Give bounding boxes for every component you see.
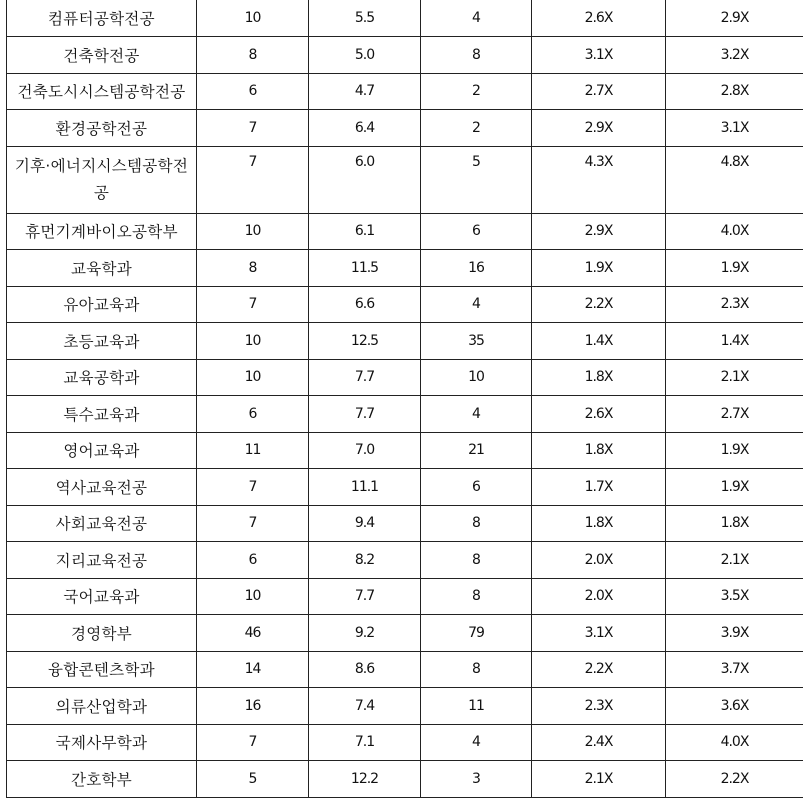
rate-a-cell: 2.1X [532, 761, 666, 798]
rate-b-cell: 3.7X [666, 651, 803, 688]
additional-count-cell: 8 [421, 505, 532, 542]
department-cell: 건축도시시스템공학전공 [7, 73, 197, 110]
ratio-cell: 12.5 [309, 323, 421, 360]
additional-count-cell: 3 [421, 761, 532, 798]
rate-b-cell: 1.4X [666, 323, 803, 360]
recruit-count-cell: 14 [197, 651, 309, 688]
table-row [7, 761, 803, 798]
rate-b-cell: 1.8X [666, 505, 803, 542]
additional-count-cell: 10 [421, 359, 532, 396]
ratio-cell: 7.7 [309, 359, 421, 396]
additional-count-cell: 8 [421, 37, 532, 74]
rate-a-cell: 2.9X [532, 213, 666, 250]
recruit-count-cell: 10 [197, 213, 309, 250]
additional-count-cell: 4 [421, 286, 532, 323]
rate-a-cell: 2.7X [532, 73, 666, 110]
ratio-cell: 11.1 [309, 469, 421, 506]
additional-count-cell: 6 [421, 213, 532, 250]
additional-count-cell: 35 [421, 323, 532, 360]
table-row [7, 505, 803, 542]
department-cell: 역사교육전공 [7, 469, 197, 506]
table-row [7, 146, 803, 213]
department-cell: 기후·에너지시스템공학전공 [7, 146, 197, 213]
additional-count-cell: 16 [421, 250, 532, 287]
recruit-count-cell: 10 [197, 0, 309, 37]
table-row [7, 651, 803, 688]
table-body [7, 0, 803, 797]
ratio-cell: 4.7 [309, 73, 421, 110]
table-row [7, 688, 803, 725]
ratio-cell: 7.7 [309, 578, 421, 615]
rate-a-cell: 3.1X [532, 615, 666, 652]
rate-b-cell: 1.9X [666, 469, 803, 506]
ratio-cell: 5.5 [309, 0, 421, 37]
rate-a-cell: 1.7X [532, 469, 666, 506]
recruit-count-cell: 10 [197, 323, 309, 360]
table-row [7, 396, 803, 433]
rate-b-cell: 2.3X [666, 286, 803, 323]
recruit-count-cell: 7 [197, 724, 309, 761]
department-cell: 초등교육과 [7, 323, 197, 360]
recruit-count-cell: 11 [197, 432, 309, 469]
department-cell: 국제사무학과 [7, 724, 197, 761]
additional-count-cell: 11 [421, 688, 532, 725]
department-cell: 의류산업학과 [7, 688, 197, 725]
department-cell: 유아교육과 [7, 286, 197, 323]
additional-count-cell: 5 [421, 146, 532, 213]
department-cell: 경영학부 [7, 615, 197, 652]
department-cell: 간호학부 [7, 761, 197, 798]
additional-count-cell: 4 [421, 0, 532, 37]
rate-a-cell: 2.0X [532, 578, 666, 615]
table-row [7, 213, 803, 250]
recruit-count-cell: 6 [197, 73, 309, 110]
table-row [7, 469, 803, 506]
department-cell: 휴먼기계바이오공학부 [7, 213, 197, 250]
rate-b-cell: 2.2X [666, 761, 803, 798]
table-row [7, 0, 803, 37]
rate-a-cell: 2.9X [532, 110, 666, 147]
table-row [7, 578, 803, 615]
department-cell: 지리교육전공 [7, 542, 197, 579]
department-cell: 특수교육과 [7, 396, 197, 433]
ratio-cell: 12.2 [309, 761, 421, 798]
additional-count-cell: 8 [421, 651, 532, 688]
rate-b-cell: 4.0X [666, 724, 803, 761]
rate-a-cell: 2.3X [532, 688, 666, 725]
ratio-cell: 8.2 [309, 542, 421, 579]
ratio-cell: 6.4 [309, 110, 421, 147]
additional-count-cell: 4 [421, 396, 532, 433]
rate-a-cell: 2.2X [532, 286, 666, 323]
recruit-count-cell: 7 [197, 505, 309, 542]
ratio-cell: 6.6 [309, 286, 421, 323]
rate-a-cell: 2.0X [532, 542, 666, 579]
rate-a-cell: 2.4X [532, 724, 666, 761]
additional-count-cell: 8 [421, 578, 532, 615]
additional-count-cell: 21 [421, 432, 532, 469]
recruit-count-cell: 6 [197, 542, 309, 579]
recruit-count-cell: 7 [197, 286, 309, 323]
rate-a-cell: 2.6X [532, 396, 666, 433]
table-row [7, 73, 803, 110]
ratio-cell: 11.5 [309, 250, 421, 287]
table-row [7, 615, 803, 652]
recruit-count-cell: 46 [197, 615, 309, 652]
rate-b-cell: 2.7X [666, 396, 803, 433]
rate-b-cell: 2.1X [666, 359, 803, 396]
additional-count-cell: 79 [421, 615, 532, 652]
ratio-cell: 5.0 [309, 37, 421, 74]
department-cell: 교육공학과 [7, 359, 197, 396]
rate-a-cell: 1.8X [532, 359, 666, 396]
additional-count-cell: 6 [421, 469, 532, 506]
ratio-cell: 8.6 [309, 651, 421, 688]
ratio-cell: 6.0 [309, 146, 421, 213]
recruit-count-cell: 10 [197, 578, 309, 615]
ratio-cell: 7.0 [309, 432, 421, 469]
rate-b-cell: 4.8X [666, 146, 803, 213]
table-row [7, 724, 803, 761]
table-row [7, 110, 803, 147]
rate-b-cell: 1.9X [666, 432, 803, 469]
additional-count-cell: 8 [421, 542, 532, 579]
recruit-count-cell: 10 [197, 359, 309, 396]
table-row [7, 250, 803, 287]
department-cell: 교육학과 [7, 250, 197, 287]
recruit-count-cell: 6 [197, 396, 309, 433]
rate-b-cell: 3.9X [666, 615, 803, 652]
recruit-count-cell: 8 [197, 37, 309, 74]
rate-b-cell: 3.6X [666, 688, 803, 725]
rate-b-cell: 2.1X [666, 542, 803, 579]
additional-count-cell: 4 [421, 724, 532, 761]
rate-a-cell: 1.8X [532, 505, 666, 542]
rate-b-cell: 3.2X [666, 37, 803, 74]
table-row [7, 542, 803, 579]
table-row [7, 359, 803, 396]
rate-a-cell: 3.1X [532, 37, 666, 74]
department-cell: 컴퓨터공학전공 [7, 0, 197, 37]
admissions-table-container [6, 0, 803, 798]
rate-b-cell: 2.9X [666, 0, 803, 37]
ratio-cell: 7.7 [309, 396, 421, 433]
additional-count-cell: 2 [421, 73, 532, 110]
rate-a-cell: 4.3X [532, 146, 666, 213]
ratio-cell: 6.1 [309, 213, 421, 250]
department-cell: 영어교육과 [7, 432, 197, 469]
department-cell: 환경공학전공 [7, 110, 197, 147]
department-cell: 국어교육과 [7, 578, 197, 615]
table-row [7, 323, 803, 360]
additional-count-cell: 2 [421, 110, 532, 147]
recruit-count-cell: 16 [197, 688, 309, 725]
recruit-count-cell: 7 [197, 146, 309, 213]
ratio-cell: 7.4 [309, 688, 421, 725]
rate-b-cell: 3.5X [666, 578, 803, 615]
department-cell: 융합콘텐츠학과 [7, 651, 197, 688]
department-cell: 사회교육전공 [7, 505, 197, 542]
table-row [7, 286, 803, 323]
ratio-cell: 7.1 [309, 724, 421, 761]
rate-a-cell: 2.6X [532, 0, 666, 37]
rate-a-cell: 2.2X [532, 651, 666, 688]
table-row [7, 432, 803, 469]
rate-a-cell: 1.8X [532, 432, 666, 469]
recruit-count-cell: 5 [197, 761, 309, 798]
ratio-cell: 9.4 [309, 505, 421, 542]
admissions-table [6, 0, 803, 798]
recruit-count-cell: 7 [197, 469, 309, 506]
department-cell: 건축학전공 [7, 37, 197, 74]
recruit-count-cell: 8 [197, 250, 309, 287]
rate-b-cell: 3.1X [666, 110, 803, 147]
rate-b-cell: 4.0X [666, 213, 803, 250]
table-row [7, 37, 803, 74]
rate-a-cell: 1.4X [532, 323, 666, 360]
rate-b-cell: 2.8X [666, 73, 803, 110]
rate-a-cell: 1.9X [532, 250, 666, 287]
recruit-count-cell: 7 [197, 110, 309, 147]
ratio-cell: 9.2 [309, 615, 421, 652]
rate-b-cell: 1.9X [666, 250, 803, 287]
